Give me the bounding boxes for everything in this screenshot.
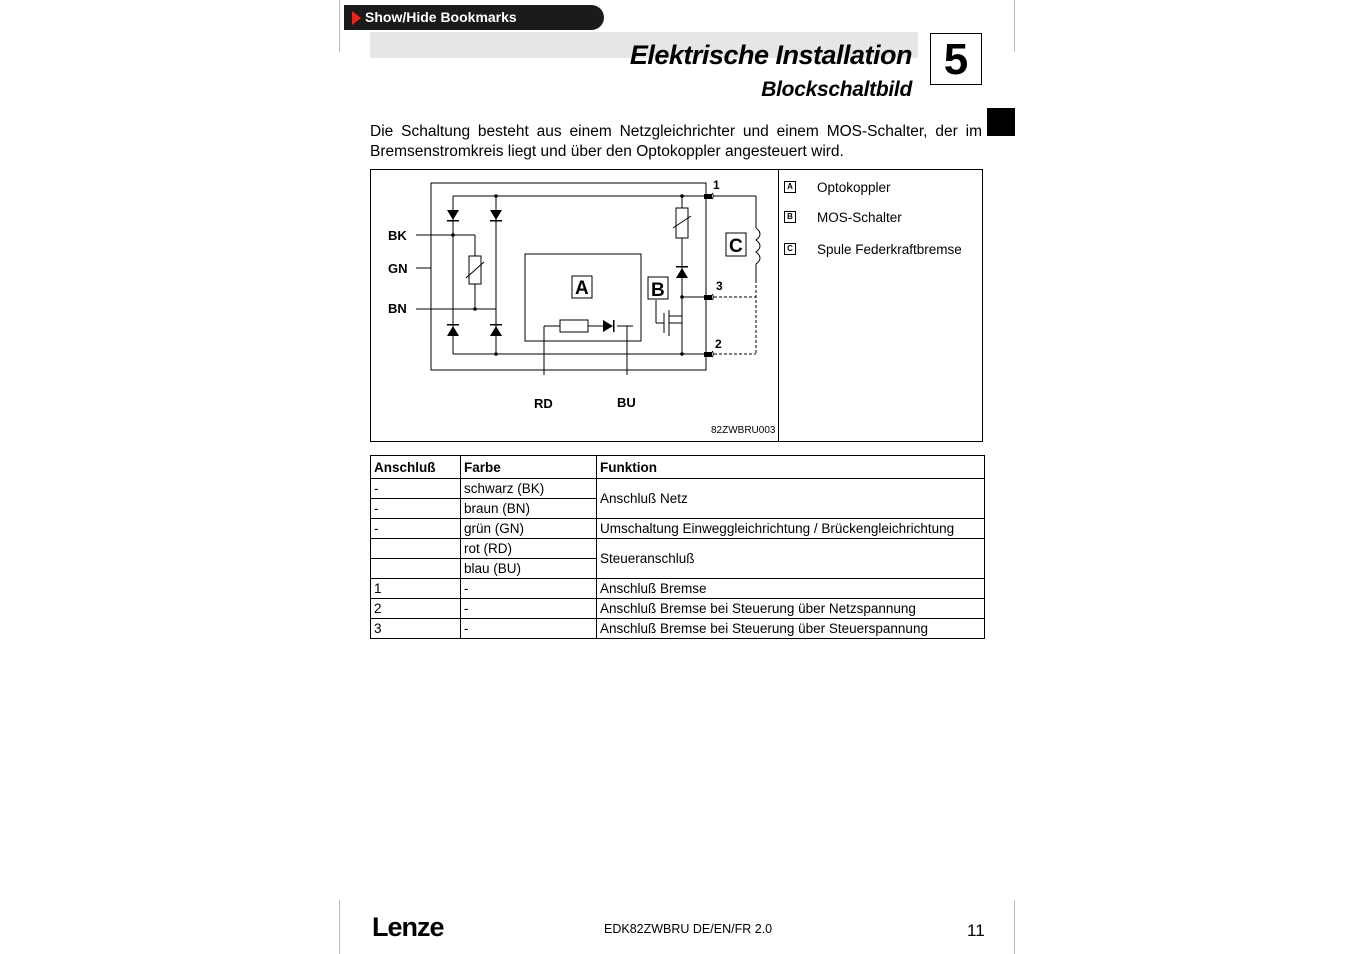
cell-farbe: blau (BU) — [461, 559, 597, 579]
cell-farbe: grün (GN) — [461, 519, 597, 539]
cell-anschluss: - — [371, 499, 461, 519]
terminal-1-label: 1 — [713, 178, 720, 192]
chapter-marker — [987, 108, 1015, 136]
cell-funktion: Anschluß Bremse bei Steuerung über Netzspannung — [597, 599, 985, 619]
cell-anschluss: - — [371, 519, 461, 539]
label-gn: GN — [388, 261, 408, 276]
label-bn: BN — [388, 301, 407, 316]
cell-farbe: schwarz (BK) — [461, 479, 597, 499]
document-id: EDK82ZWBRU DE/EN/FR 2.0 — [604, 922, 773, 936]
circuit-diagram — [371, 170, 778, 441]
table-row — [371, 479, 985, 499]
header-farbe: Farbe — [461, 456, 597, 479]
cell-anschluss — [371, 559, 461, 579]
label-bu: BU — [617, 395, 636, 410]
show-hide-bookmarks-button[interactable] — [344, 5, 604, 30]
lenze-logo: Lenze — [372, 912, 444, 942]
legend-key-a: A — [784, 181, 796, 193]
cell-anschluss — [371, 539, 461, 559]
table-row — [371, 599, 985, 619]
cell-funktion: Steueranschluß — [597, 539, 985, 579]
cell-farbe: - — [461, 579, 597, 599]
cell-anschluss: 3 — [371, 619, 461, 639]
table-row — [371, 579, 985, 599]
chapter-number: 5 — [930, 33, 982, 85]
cell-funktion: Anschluß Bremse — [597, 579, 985, 599]
cell-funktion: Anschluß Netz — [597, 479, 985, 519]
label-b: B — [651, 280, 665, 301]
figure-divider — [778, 170, 779, 441]
triangle-right-icon — [352, 11, 361, 25]
label-bk: BK — [388, 228, 407, 243]
legend-text-b: MOS-Schalter — [817, 210, 902, 225]
terminal-3-label: 3 — [716, 279, 723, 293]
page-edge-left-bottom — [339, 900, 340, 954]
label-c: C — [729, 236, 743, 257]
connection-table — [370, 455, 985, 639]
page-edge-left-top — [339, 0, 340, 52]
label-rd: RD — [534, 396, 553, 411]
figure-code: 82ZWBRU003 — [711, 425, 776, 436]
block-diagram-figure — [370, 169, 983, 442]
page-subtitle: Blockschaltbild — [761, 78, 912, 101]
table-row — [371, 519, 985, 539]
cell-farbe: - — [461, 599, 597, 619]
bookmarks-button-label: Show/Hide Bookmarks — [365, 9, 517, 25]
cell-farbe: - — [461, 619, 597, 639]
cell-anschluss: 1 — [371, 579, 461, 599]
cell-funktion: Anschluß Bremse bei Steuerung über Steuerspannung — [597, 619, 985, 639]
page-edge-right-top — [1014, 0, 1015, 52]
table-header-row — [371, 456, 985, 479]
table-row — [371, 539, 985, 559]
cell-funktion: Umschaltung Einweggleichrichtung / Brückengleichrichtung — [597, 519, 985, 539]
table-row — [371, 619, 985, 639]
intro-paragraph: Die Schaltung besteht aus einem Netzgleichrichter und einem MOS-Schalter, der im Bremsenstromkreis liegt und über den Optokoppler angesteuert wird. — [370, 123, 982, 160]
legend-text-a: Optokoppler — [817, 180, 891, 195]
page-title: Elektrische Installation — [629, 40, 912, 70]
cell-farbe: braun (BN) — [461, 499, 597, 519]
page-number: 11 — [967, 921, 985, 940]
page-edge-right-bottom — [1014, 900, 1015, 954]
cell-anschluss: 2 — [371, 599, 461, 619]
terminal-2-label: 2 — [715, 337, 722, 351]
label-a: A — [575, 278, 589, 299]
cell-farbe: rot (RD) — [461, 539, 597, 559]
header-funktion: Funktion — [597, 456, 985, 479]
legend-key-c: C — [784, 243, 796, 255]
cell-anschluss: - — [371, 479, 461, 499]
legend-text-c: Spule Federkraftbremse — [817, 242, 962, 257]
header-anschluss: Anschluß — [371, 456, 461, 479]
legend-key-b: B — [784, 211, 796, 223]
